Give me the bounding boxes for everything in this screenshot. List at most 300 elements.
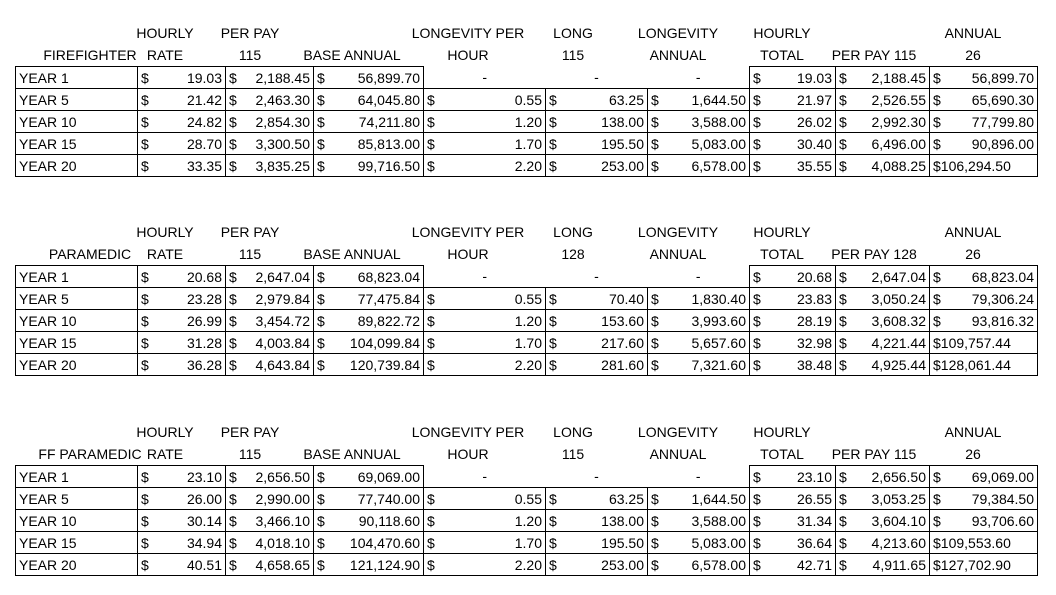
base-annual-cell-wrap bbox=[317, 489, 420, 509]
annual-cell bbox=[930, 466, 1038, 488]
currency-symbol: $ bbox=[753, 468, 761, 485]
hourly-rate-cell bbox=[138, 354, 226, 376]
column-header-base-annual: BASE ANNUAL bbox=[303, 246, 401, 262]
per-pay-total-cell-wrap bbox=[839, 311, 926, 331]
currency-symbol: $ bbox=[141, 113, 149, 130]
per-pay-total-cell bbox=[836, 133, 930, 155]
hourly-total-cell bbox=[750, 111, 836, 133]
currency-symbol: $ bbox=[427, 534, 435, 551]
annual-cell-value: 93,816.32 bbox=[971, 312, 1034, 329]
currency-symbol: $ bbox=[753, 556, 761, 573]
hourly-rate-cell-wrap bbox=[141, 467, 222, 487]
hourly-total-cell-wrap bbox=[753, 289, 832, 309]
currency-symbol: $ bbox=[141, 290, 149, 307]
longevity-per-hour-cell: - bbox=[482, 468, 488, 485]
currency-symbol: $ bbox=[427, 113, 435, 130]
long-cell-wrap bbox=[549, 533, 644, 553]
base-annual-cell-value: 104,470.60 bbox=[349, 534, 420, 551]
long-cell bbox=[546, 332, 648, 354]
per-pay-total-cell-value: 4,925.44 bbox=[871, 356, 926, 373]
currency-symbol: $ bbox=[229, 135, 237, 152]
annual-cell bbox=[930, 288, 1038, 310]
currency-symbol: $ bbox=[753, 334, 761, 351]
per-pay-total-cell-wrap bbox=[839, 489, 926, 509]
per-pay-total-cell-value: 4,911.65 bbox=[872, 556, 926, 573]
column-header-base-annual: BASE ANNUAL bbox=[303, 446, 401, 462]
column-header-hourly-total: TOTAL bbox=[760, 47, 804, 63]
longevity-annual-cell bbox=[648, 332, 750, 354]
long-cell-wrap bbox=[549, 311, 644, 331]
annual-cell: $106,294.50 bbox=[930, 155, 1038, 177]
currency-symbol: $ bbox=[317, 356, 325, 373]
per-pay-cell bbox=[226, 155, 314, 177]
currency-symbol: $ bbox=[427, 91, 435, 108]
base-annual-cell bbox=[314, 266, 424, 288]
currency-symbol: $ bbox=[839, 534, 847, 551]
hourly-rate-cell-wrap bbox=[141, 267, 222, 287]
per-pay-total-cell-value: 2,656.50 bbox=[871, 468, 926, 485]
column-header-per-pay-total: PER PAY 115 bbox=[831, 446, 917, 462]
section-header bbox=[15, 421, 1037, 465]
column-header-hourly-rate: RATE bbox=[146, 246, 184, 262]
long-cell bbox=[546, 89, 648, 111]
longevity-annual-cell-wrap bbox=[651, 156, 746, 176]
table-row bbox=[16, 466, 1038, 488]
longevity-annual-cell-value: 1,644.50 bbox=[691, 91, 746, 108]
hourly-rate-cell-value: 21.42 bbox=[186, 91, 222, 108]
currency-symbol: $ bbox=[229, 468, 237, 485]
hourly-rate-cell-wrap bbox=[141, 555, 222, 575]
per-pay-cell bbox=[226, 133, 314, 155]
longevity-per-hour-cell-value: 2.20 bbox=[514, 356, 542, 373]
per-pay-cell bbox=[226, 488, 314, 510]
per-pay-cell bbox=[226, 310, 314, 332]
per-pay-total-cell bbox=[836, 111, 930, 133]
currency-symbol: $ bbox=[651, 113, 659, 130]
salary-section-2 bbox=[15, 221, 1037, 376]
longevity-annual-cell-wrap bbox=[651, 134, 746, 154]
column-header-long: LONG bbox=[553, 25, 593, 41]
long-cell bbox=[546, 288, 648, 310]
per-pay-cell-wrap bbox=[229, 333, 310, 353]
section-title: FF PARAMEDIC bbox=[38, 446, 142, 462]
hourly-rate-cell bbox=[138, 310, 226, 332]
hourly-total-cell bbox=[750, 133, 836, 155]
column-header-hourly-total: TOTAL bbox=[760, 446, 804, 462]
longevity-annual-cell bbox=[648, 155, 750, 177]
longevity-per-hour-cell bbox=[424, 532, 546, 554]
currency-symbol: $ bbox=[427, 512, 435, 529]
longevity-annual-cell bbox=[648, 510, 750, 532]
long-cell-wrap bbox=[549, 156, 644, 176]
currency-symbol: $ bbox=[427, 290, 435, 307]
currency-symbol: $ bbox=[651, 512, 659, 529]
per-pay-cell bbox=[226, 288, 314, 310]
currency-symbol: $ bbox=[839, 91, 847, 108]
long-cell: - bbox=[594, 69, 599, 86]
currency-symbol: $ bbox=[839, 268, 847, 285]
currency-symbol: $ bbox=[651, 91, 659, 108]
table-row bbox=[16, 266, 1038, 288]
per-pay-total-cell bbox=[836, 288, 930, 310]
hourly-total-cell-value: 38.48 bbox=[796, 356, 832, 373]
currency-symbol: $ bbox=[427, 157, 435, 174]
hourly-total-cell-value: 23.83 bbox=[796, 290, 832, 307]
annual-cell-wrap bbox=[933, 68, 1034, 88]
currency-symbol: $ bbox=[753, 534, 761, 551]
column-header-longevity-annual: LONGEVITY bbox=[637, 25, 719, 41]
base-annual-cell-value: 121,124.90 bbox=[349, 556, 420, 573]
column-header-hourly-rate: HOURLY bbox=[136, 25, 194, 41]
long-cell-wrap bbox=[549, 555, 644, 575]
currency-symbol: $ bbox=[651, 135, 659, 152]
long-cell-value: 63.25 bbox=[608, 91, 644, 108]
hourly-rate-cell-value: 23.10 bbox=[186, 468, 222, 485]
column-header-long: LONG bbox=[553, 424, 593, 440]
base-annual-cell bbox=[314, 354, 424, 376]
longevity-per-hour-cell-value: 1.20 bbox=[514, 312, 542, 329]
hourly-rate-cell-value: 33.35 bbox=[186, 157, 222, 174]
section-header bbox=[15, 22, 1037, 66]
hourly-rate-cell-value: 30.14 bbox=[186, 512, 222, 529]
per-pay-total-cell-value: 4,213.60 bbox=[871, 534, 926, 551]
hourly-rate-cell bbox=[138, 510, 226, 532]
hourly-total-cell bbox=[750, 488, 836, 510]
hourly-rate-cell bbox=[138, 111, 226, 133]
per-pay-cell-value: 4,658.65 bbox=[255, 556, 310, 573]
column-header-longevity-per-hour: HOUR bbox=[447, 446, 489, 462]
column-header-longevity-annual: LONGEVITY bbox=[637, 224, 719, 240]
annual-cell-wrap bbox=[933, 90, 1034, 110]
currency-symbol: $ bbox=[141, 334, 149, 351]
currency-symbol: $ bbox=[651, 157, 659, 174]
longevity-annual-cell-value: 5,083.00 bbox=[691, 135, 746, 152]
currency-symbol: $ bbox=[839, 69, 847, 86]
per-pay-total-cell-value: 3,050.24 bbox=[871, 290, 926, 307]
currency-symbol: $ bbox=[839, 135, 847, 152]
section-header bbox=[15, 221, 1037, 265]
currency-symbol: $ bbox=[229, 268, 237, 285]
currency-symbol: $ bbox=[549, 91, 557, 108]
longevity-per-hour-cell-value: 1.70 bbox=[514, 135, 542, 152]
longevity-per-hour-cell bbox=[424, 133, 546, 155]
long-cell bbox=[546, 133, 648, 155]
base-annual-cell-value: 89,822.72 bbox=[357, 312, 420, 329]
base-annual-cell-wrap bbox=[317, 333, 420, 353]
per-pay-total-cell-wrap bbox=[839, 555, 926, 575]
longevity-per-hour-cell-value: 1.20 bbox=[514, 512, 542, 529]
hourly-total-cell-value: 21.97 bbox=[796, 91, 832, 108]
currency-symbol: $ bbox=[141, 534, 149, 551]
column-header-long: 115 bbox=[561, 47, 585, 63]
row-label: YEAR 20 bbox=[16, 354, 138, 376]
longevity-per-hour-cell: - bbox=[482, 268, 488, 285]
longevity-annual-cell: - bbox=[695, 69, 701, 86]
longevity-per-hour-cell-value: 0.55 bbox=[514, 490, 542, 507]
hourly-total-cell-value: 28.19 bbox=[796, 312, 832, 329]
per-pay-total-cell-wrap bbox=[839, 355, 926, 375]
currency-symbol: $ bbox=[317, 135, 325, 152]
annual-cell bbox=[930, 67, 1038, 89]
column-header-longevity-annual: LONGEVITY bbox=[637, 424, 719, 440]
currency-symbol: $ bbox=[229, 312, 237, 329]
hourly-rate-cell-value: 24.82 bbox=[186, 113, 222, 130]
per-pay-cell-wrap bbox=[229, 533, 310, 553]
per-pay-cell-wrap bbox=[229, 156, 310, 176]
hourly-total-cell-wrap bbox=[753, 355, 832, 375]
long-cell bbox=[546, 111, 648, 133]
currency-symbol: $ bbox=[317, 490, 325, 507]
hourly-total-cell bbox=[750, 532, 836, 554]
currency-symbol: $ bbox=[839, 312, 847, 329]
hourly-total-cell bbox=[750, 155, 836, 177]
long-cell-value: 195.50 bbox=[601, 135, 644, 152]
long-cell-value: 70.40 bbox=[608, 290, 644, 307]
table-row bbox=[16, 133, 1038, 155]
currency-symbol: $ bbox=[229, 157, 237, 174]
base-annual-cell-value: 64,045.80 bbox=[357, 91, 420, 108]
hourly-rate-cell bbox=[138, 554, 226, 576]
longevity-per-hour-cell-value: 1.20 bbox=[514, 113, 542, 130]
table-row bbox=[16, 310, 1038, 332]
per-pay-total-cell-wrap bbox=[839, 68, 926, 88]
row-label: YEAR 1 bbox=[16, 266, 138, 288]
hourly-rate-cell-value: 34.94 bbox=[186, 534, 222, 551]
currency-symbol: $ bbox=[229, 290, 237, 307]
base-annual-cell-wrap bbox=[317, 112, 420, 132]
currency-symbol: $ bbox=[839, 290, 847, 307]
longevity-per-hour-cell-wrap bbox=[427, 533, 542, 553]
currency-symbol: $ bbox=[651, 290, 659, 307]
per-pay-total-cell-value: 3,053.25 bbox=[871, 490, 926, 507]
hourly-total-cell-value: 31.34 bbox=[796, 512, 832, 529]
table-row bbox=[16, 288, 1038, 310]
base-annual-cell-wrap bbox=[317, 68, 420, 88]
hourly-rate-cell-wrap bbox=[141, 134, 222, 154]
longevity-per-hour-cell bbox=[424, 288, 546, 310]
hourly-rate-cell-wrap bbox=[141, 333, 222, 353]
per-pay-total-cell bbox=[836, 510, 930, 532]
base-annual-cell-value: 68,823.04 bbox=[357, 268, 420, 285]
per-pay-total-cell-wrap bbox=[839, 156, 926, 176]
per-pay-total-cell bbox=[836, 532, 930, 554]
longevity-annual-cell bbox=[648, 354, 750, 376]
base-annual-cell-value: 85,813.00 bbox=[357, 135, 420, 152]
longevity-per-hour-cell-wrap bbox=[427, 112, 542, 132]
hourly-rate-cell-value: 40.51 bbox=[186, 556, 222, 573]
column-header-longevity-per-hour: LONGEVITY PER bbox=[411, 424, 525, 440]
table-row bbox=[16, 332, 1038, 354]
base-annual-cell-wrap bbox=[317, 156, 420, 176]
currency-symbol: $ bbox=[141, 556, 149, 573]
long-cell-value: 253.00 bbox=[601, 157, 644, 174]
longevity-annual-cell-wrap bbox=[651, 555, 746, 575]
per-pay-total-cell bbox=[836, 554, 930, 576]
hourly-rate-cell-wrap bbox=[141, 156, 222, 176]
long-cell bbox=[546, 488, 648, 510]
currency-symbol: $ bbox=[229, 356, 237, 373]
hourly-rate-cell-wrap bbox=[141, 90, 222, 110]
long-cell-wrap bbox=[549, 289, 644, 309]
annual-cell-value: 69,069.00 bbox=[971, 468, 1034, 485]
longevity-annual-cell: - bbox=[695, 468, 701, 485]
base-annual-cell bbox=[314, 111, 424, 133]
hourly-rate-cell-wrap bbox=[141, 112, 222, 132]
annual-cell-wrap bbox=[933, 311, 1034, 331]
hourly-rate-cell bbox=[138, 532, 226, 554]
per-pay-cell bbox=[226, 510, 314, 532]
column-header-per-pay: PER PAY bbox=[220, 424, 280, 440]
currency-symbol: $ bbox=[549, 312, 557, 329]
per-pay-total-cell-value: 4,088.25 bbox=[871, 157, 926, 174]
currency-symbol: $ bbox=[839, 334, 847, 351]
hourly-total-cell-wrap bbox=[753, 333, 832, 353]
currency-symbol: $ bbox=[317, 334, 325, 351]
per-pay-cell-value: 2,647.04 bbox=[255, 268, 310, 285]
currency-symbol: $ bbox=[427, 312, 435, 329]
per-pay-total-cell bbox=[836, 89, 930, 111]
currency-symbol: $ bbox=[549, 490, 557, 507]
hourly-rate-cell-value: 20.68 bbox=[186, 268, 222, 285]
hourly-rate-cell-wrap bbox=[141, 489, 222, 509]
per-pay-cell bbox=[226, 554, 314, 576]
long-cell-wrap bbox=[549, 134, 644, 154]
per-pay-total-cell-wrap bbox=[839, 511, 926, 531]
per-pay-cell-wrap bbox=[229, 68, 310, 88]
base-annual-cell-wrap bbox=[317, 467, 420, 487]
longevity-annual-cell-wrap bbox=[651, 355, 746, 375]
long-cell-value: 63.25 bbox=[608, 490, 644, 507]
annual-cell-wrap bbox=[933, 467, 1034, 487]
long-cell-wrap bbox=[549, 333, 644, 353]
row-label: YEAR 1 bbox=[16, 466, 138, 488]
long-cell-value: 153.60 bbox=[601, 312, 644, 329]
longevity-annual-cell-wrap bbox=[651, 90, 746, 110]
hourly-total-cell bbox=[750, 266, 836, 288]
per-pay-cell-wrap bbox=[229, 311, 310, 331]
per-pay-cell bbox=[226, 111, 314, 133]
per-pay-cell-wrap bbox=[229, 555, 310, 575]
hourly-total-cell bbox=[750, 310, 836, 332]
annual-cell: $109,757.44 bbox=[930, 332, 1038, 354]
per-pay-cell bbox=[226, 354, 314, 376]
longevity-annual-cell bbox=[648, 288, 750, 310]
currency-symbol: $ bbox=[317, 468, 325, 485]
base-annual-cell-wrap bbox=[317, 267, 420, 287]
per-pay-cell-wrap bbox=[229, 267, 310, 287]
per-pay-total-cell-wrap bbox=[839, 90, 926, 110]
hourly-rate-cell bbox=[138, 466, 226, 488]
currency-symbol: $ bbox=[229, 113, 237, 130]
currency-symbol: $ bbox=[933, 113, 941, 130]
longevity-annual-cell-value: 7,321.60 bbox=[691, 356, 746, 373]
long-cell bbox=[546, 354, 648, 376]
currency-symbol: $ bbox=[933, 69, 941, 86]
column-header-per-pay: 115 bbox=[238, 246, 262, 262]
hourly-total-cell-value: 20.68 bbox=[796, 268, 832, 285]
hourly-total-cell bbox=[750, 332, 836, 354]
longevity-annual-cell-wrap bbox=[651, 533, 746, 553]
longevity-annual-cell-value: 5,083.00 bbox=[691, 534, 746, 551]
per-pay-total-cell-value: 2,526.55 bbox=[871, 91, 926, 108]
annual-cell bbox=[930, 510, 1038, 532]
per-pay-total-cell bbox=[836, 466, 930, 488]
annual-cell-value: 79,384.50 bbox=[971, 490, 1034, 507]
table-row bbox=[16, 510, 1038, 532]
longevity-per-hour-cell-wrap bbox=[427, 134, 542, 154]
per-pay-cell-value: 4,018.10 bbox=[255, 534, 310, 551]
hourly-total-cell-value: 32.98 bbox=[796, 334, 832, 351]
base-annual-cell-value: 69,069.00 bbox=[357, 468, 420, 485]
base-annual-cell-value: 56,899.70 bbox=[357, 69, 420, 86]
per-pay-cell bbox=[226, 332, 314, 354]
column-header-longevity-per-hour: HOUR bbox=[447, 246, 489, 262]
hourly-total-cell-wrap bbox=[753, 311, 832, 331]
base-annual-cell-value: 77,475.84 bbox=[357, 290, 420, 307]
annual-cell-value: 79,306.24 bbox=[971, 290, 1034, 307]
hourly-rate-cell-wrap bbox=[141, 289, 222, 309]
table-row bbox=[16, 111, 1038, 133]
base-annual-cell-value: 104,099.84 bbox=[349, 334, 420, 351]
currency-symbol: $ bbox=[753, 113, 761, 130]
per-pay-total-cell bbox=[836, 155, 930, 177]
currency-symbol: $ bbox=[933, 91, 941, 108]
column-header-longevity-per-hour: LONGEVITY PER bbox=[411, 224, 525, 240]
base-annual-cell-value: 99,716.50 bbox=[357, 157, 420, 174]
currency-symbol: $ bbox=[933, 468, 941, 485]
hourly-total-cell-wrap bbox=[753, 511, 832, 531]
longevity-per-hour-cell bbox=[424, 89, 546, 111]
per-pay-cell bbox=[226, 532, 314, 554]
hourly-total-cell-wrap bbox=[753, 267, 832, 287]
base-annual-cell-value: 90,118.60 bbox=[358, 512, 420, 529]
base-annual-cell-wrap bbox=[317, 90, 420, 110]
annual-cell bbox=[930, 488, 1038, 510]
currency-symbol: $ bbox=[229, 534, 237, 551]
currency-symbol: $ bbox=[651, 334, 659, 351]
currency-symbol: $ bbox=[229, 512, 237, 529]
currency-symbol: $ bbox=[427, 135, 435, 152]
longevity-annual-cell bbox=[648, 133, 750, 155]
base-annual-cell bbox=[314, 155, 424, 177]
salary-table bbox=[15, 465, 1038, 576]
hourly-total-cell-value: 26.02 bbox=[796, 113, 832, 130]
row-label: YEAR 1 bbox=[16, 67, 138, 89]
annual-cell bbox=[930, 133, 1038, 155]
per-pay-cell-value: 2,854.30 bbox=[255, 113, 310, 130]
base-annual-cell bbox=[314, 488, 424, 510]
hourly-total-cell bbox=[750, 510, 836, 532]
table-row bbox=[16, 554, 1038, 576]
column-header-longevity-annual: ANNUAL bbox=[649, 446, 707, 462]
longevity-annual-cell-value: 1,830.40 bbox=[691, 290, 746, 307]
longevity-annual-cell bbox=[648, 488, 750, 510]
per-pay-cell-value: 2,656.50 bbox=[255, 468, 310, 485]
longevity-annual-cell: - bbox=[695, 268, 701, 285]
currency-symbol: $ bbox=[317, 534, 325, 551]
long-cell bbox=[546, 510, 648, 532]
table-row bbox=[16, 354, 1038, 376]
annual-cell bbox=[930, 266, 1038, 288]
currency-symbol: $ bbox=[753, 490, 761, 507]
currency-symbol: $ bbox=[141, 69, 149, 86]
per-pay-cell-value: 3,300.50 bbox=[255, 135, 310, 152]
longevity-per-hour-cell bbox=[424, 354, 546, 376]
annual-cell-wrap bbox=[933, 511, 1034, 531]
column-header-longevity-annual: ANNUAL bbox=[649, 246, 707, 262]
currency-symbol: $ bbox=[933, 490, 941, 507]
longevity-per-hour-cell-wrap bbox=[427, 555, 542, 575]
